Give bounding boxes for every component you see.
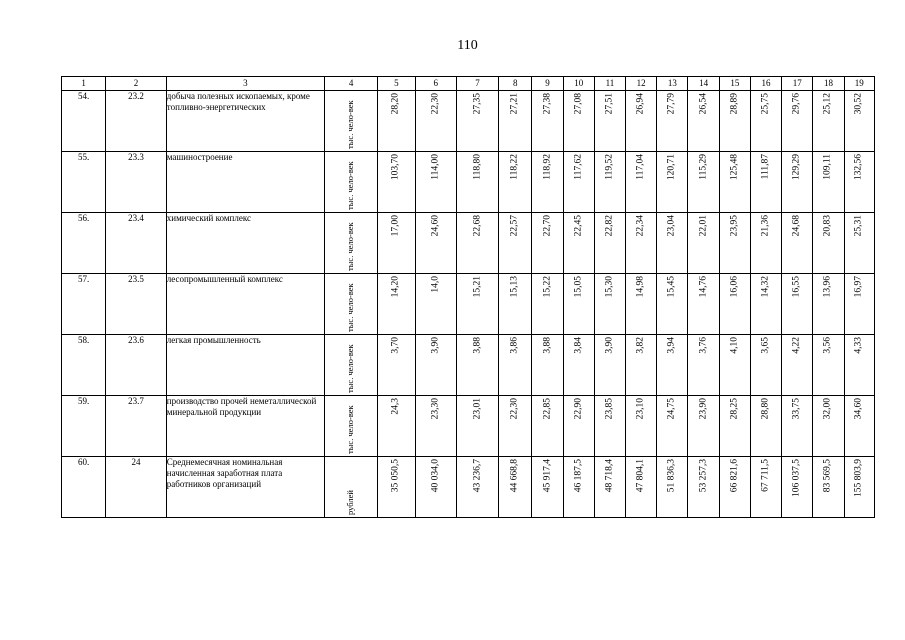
value-text: 25,75 (760, 93, 771, 115)
indicator-code: 23.4 (106, 213, 166, 274)
unit-cell (324, 335, 377, 396)
value-cell (626, 91, 657, 152)
column-header: 19 (844, 77, 874, 91)
value-cell (750, 213, 781, 274)
value-cell (456, 457, 498, 518)
value-text: 22,90 (573, 398, 584, 420)
value-text: 22,30 (430, 93, 441, 115)
value-cell (532, 457, 563, 518)
column-header: 9 (532, 77, 563, 91)
value-cell (594, 274, 625, 335)
value-text: 43 236,7 (471, 459, 482, 493)
value-cell (844, 396, 874, 457)
page-number: 110 (457, 38, 478, 53)
unit-label: тыс. чело-век (345, 344, 356, 393)
value-cell (688, 274, 719, 335)
row-number: 57. (62, 274, 106, 335)
value-cell (594, 396, 625, 457)
value-text: 106 037,5 (791, 459, 802, 497)
value-cell (499, 152, 532, 213)
value-cell (750, 91, 781, 152)
value-text: 22,01 (697, 215, 708, 237)
value-text: 20,83 (822, 215, 833, 237)
value-text: 40 034,0 (430, 459, 441, 493)
column-header: 2 (106, 77, 166, 91)
value-cell (415, 457, 456, 518)
value-text: 22,57 (509, 215, 520, 237)
value-cell (594, 152, 625, 213)
value-text: 111,87 (760, 154, 771, 180)
value-cell (719, 457, 750, 518)
statistics-table (61, 76, 875, 518)
value-cell (719, 396, 750, 457)
row-number: 59. (62, 396, 106, 457)
column-header: 5 (378, 77, 415, 91)
indicator-name: добыча полезных ископаемых, кроме топливно-энергетических (166, 91, 324, 152)
value-text: 23,04 (666, 215, 677, 237)
value-text: 30,52 (853, 93, 864, 115)
value-cell (719, 213, 750, 274)
value-cell (499, 213, 532, 274)
value-cell (626, 152, 657, 213)
value-text: 21,36 (760, 215, 771, 237)
column-header: 10 (563, 77, 594, 91)
indicator-code: 23.6 (106, 335, 166, 396)
value-text: 29,76 (791, 93, 802, 115)
value-cell (626, 457, 657, 518)
value-text: 44 668,8 (509, 459, 520, 493)
value-text: 23,95 (729, 215, 740, 237)
table-row (62, 274, 875, 335)
value-cell (813, 91, 844, 152)
value-cell (844, 335, 874, 396)
value-text: 24,68 (791, 215, 802, 237)
row-number: 54. (62, 91, 106, 152)
column-header: 17 (782, 77, 813, 91)
value-text: 13,96 (822, 276, 833, 298)
value-text: 23,90 (697, 398, 708, 420)
value-cell (782, 274, 813, 335)
value-cell (456, 91, 498, 152)
value-cell (415, 274, 456, 335)
value-text: 27,35 (471, 93, 482, 115)
value-cell (378, 274, 415, 335)
value-text: 15,21 (471, 276, 482, 298)
value-text: 3,86 (509, 337, 520, 354)
indicator-name: химический комплекс (166, 213, 324, 274)
value-text: 14,0 (430, 276, 441, 293)
value-text: 3,56 (822, 337, 833, 354)
value-text: 15,05 (573, 276, 584, 298)
column-header: 15 (719, 77, 750, 91)
value-cell (532, 335, 563, 396)
value-text: 120,71 (666, 154, 677, 181)
value-text: 25,12 (822, 93, 833, 115)
value-text: 25,31 (853, 215, 864, 237)
value-cell (719, 335, 750, 396)
value-cell (563, 457, 594, 518)
value-cell (657, 91, 688, 152)
value-text: 119,52 (604, 154, 615, 180)
value-text: 22,68 (471, 215, 482, 237)
indicator-code: 23.5 (106, 274, 166, 335)
value-cell (688, 213, 719, 274)
value-text: 3,88 (471, 337, 482, 354)
value-cell (719, 152, 750, 213)
value-cell (415, 335, 456, 396)
value-text: 17,00 (390, 215, 401, 237)
value-text: 83 569,5 (822, 459, 833, 493)
value-text: 109,11 (822, 154, 833, 180)
value-cell (844, 274, 874, 335)
value-cell (499, 274, 532, 335)
row-number: 56. (62, 213, 106, 274)
value-text: 22,70 (541, 215, 552, 237)
indicator-name: производство прочей неметаллической минеральной продукции (166, 396, 324, 457)
value-text: 22,85 (541, 398, 552, 420)
value-text: 23,85 (604, 398, 615, 420)
value-text: 118,80 (471, 154, 482, 180)
column-header: 12 (626, 77, 657, 91)
value-text: 23,30 (430, 398, 441, 420)
value-text: 66 821,6 (729, 459, 740, 493)
value-cell (657, 396, 688, 457)
value-cell (657, 213, 688, 274)
value-cell (456, 396, 498, 457)
value-cell (782, 213, 813, 274)
unit-label: рублей (345, 490, 356, 515)
value-text: 14,76 (697, 276, 708, 298)
value-text: 67 711,5 (760, 459, 771, 492)
unit-cell (324, 274, 377, 335)
value-text: 117,04 (635, 154, 646, 180)
value-cell (563, 91, 594, 152)
value-cell (813, 274, 844, 335)
value-cell (626, 335, 657, 396)
value-text: 15,13 (509, 276, 520, 298)
value-cell (532, 396, 563, 457)
value-cell (563, 335, 594, 396)
value-cell (563, 213, 594, 274)
value-cell (657, 152, 688, 213)
value-cell (532, 91, 563, 152)
value-cell (532, 152, 563, 213)
value-text: 35 050,5 (390, 459, 401, 493)
value-text: 16,06 (729, 276, 740, 298)
value-text: 3,76 (697, 337, 708, 354)
value-text: 34,60 (853, 398, 864, 420)
unit-cell (324, 213, 377, 274)
unit-label: тыс. чело-век (345, 100, 356, 149)
value-cell (378, 335, 415, 396)
value-cell (594, 213, 625, 274)
value-text: 4,10 (729, 337, 740, 354)
value-text: 118,92 (541, 154, 552, 180)
value-cell (456, 152, 498, 213)
value-cell (782, 335, 813, 396)
value-text: 3,70 (390, 337, 401, 354)
value-text: 16,97 (853, 276, 864, 298)
value-cell (499, 457, 532, 518)
value-text: 103,70 (390, 154, 401, 181)
value-cell (499, 91, 532, 152)
value-cell (688, 152, 719, 213)
value-cell (688, 91, 719, 152)
column-header: 7 (456, 77, 498, 91)
value-text: 114,00 (430, 154, 441, 180)
value-cell (813, 457, 844, 518)
value-cell (688, 457, 719, 518)
value-text: 14,32 (760, 276, 771, 298)
value-cell (719, 274, 750, 335)
value-cell (688, 335, 719, 396)
value-cell (813, 396, 844, 457)
unit-label: тыс. чело-век (345, 161, 356, 210)
value-text: 4,22 (791, 337, 802, 354)
column-header: 4 (324, 77, 377, 91)
value-text: 28,20 (390, 93, 401, 115)
column-header: 13 (657, 77, 688, 91)
value-text: 24,3 (390, 398, 401, 415)
unit-label: тыс. чело-век (345, 283, 356, 332)
value-cell (626, 396, 657, 457)
value-cell (782, 457, 813, 518)
value-cell (378, 213, 415, 274)
value-cell (378, 396, 415, 457)
value-text: 27,38 (541, 93, 552, 115)
value-text: 132,56 (853, 154, 864, 181)
value-text: 24,60 (430, 215, 441, 237)
value-text: 3,82 (635, 337, 646, 354)
value-cell (499, 396, 532, 457)
value-cell (532, 274, 563, 335)
table-row (62, 457, 875, 518)
value-cell (415, 396, 456, 457)
value-text: 26,54 (697, 93, 708, 115)
value-text: 48 718,4 (604, 459, 615, 493)
value-text: 23,10 (635, 398, 646, 420)
table-row (62, 213, 875, 274)
column-header: 11 (594, 77, 625, 91)
value-text: 3,84 (573, 337, 584, 354)
value-cell (532, 213, 563, 274)
indicator-code: 24 (106, 457, 166, 518)
value-text: 28,25 (729, 398, 740, 420)
header-row (62, 77, 875, 91)
value-cell (782, 91, 813, 152)
value-text: 3,90 (430, 337, 441, 354)
value-cell (378, 152, 415, 213)
value-text: 15,22 (541, 276, 552, 298)
value-text: 15,30 (604, 276, 615, 298)
row-number: 60. (62, 457, 106, 518)
value-cell (499, 335, 532, 396)
table-row (62, 335, 875, 396)
value-text: 27,79 (666, 93, 677, 115)
value-cell (844, 91, 874, 152)
value-text: 46 187,5 (573, 459, 584, 493)
value-text: 27,08 (573, 93, 584, 115)
value-text: 33,75 (791, 398, 802, 420)
value-text: 27,21 (509, 93, 520, 115)
table-row (62, 152, 875, 213)
value-text: 26,94 (635, 93, 646, 115)
unit-cell (324, 396, 377, 457)
table-row (62, 396, 875, 457)
value-text: 125,48 (729, 154, 740, 181)
column-header: 8 (499, 77, 532, 91)
value-cell (719, 91, 750, 152)
indicator-name: легкая промышленность (166, 335, 324, 396)
value-cell (563, 274, 594, 335)
value-text: 45 917,4 (541, 459, 552, 493)
value-cell (415, 91, 456, 152)
indicator-code: 23.7 (106, 396, 166, 457)
value-cell (594, 335, 625, 396)
value-text: 118,22 (509, 154, 520, 180)
value-text: 22,30 (509, 398, 520, 420)
value-cell (750, 274, 781, 335)
value-cell (456, 335, 498, 396)
value-text: 28,80 (760, 398, 771, 420)
unit-cell (324, 91, 377, 152)
value-cell (782, 152, 813, 213)
value-cell (378, 457, 415, 518)
row-number: 55. (62, 152, 106, 213)
value-cell (688, 396, 719, 457)
column-header: 14 (688, 77, 719, 91)
column-header: 16 (750, 77, 781, 91)
indicator-name: Среднемесячная номинальная начисленная заработная плата работников организаций (166, 457, 324, 518)
value-cell (750, 335, 781, 396)
value-cell (813, 335, 844, 396)
value-cell (563, 396, 594, 457)
value-cell (844, 152, 874, 213)
value-text: 3,65 (760, 337, 771, 354)
unit-cell (324, 457, 377, 518)
value-text: 51 836,3 (666, 459, 677, 493)
value-cell (813, 152, 844, 213)
indicator-code: 23.2 (106, 91, 166, 152)
value-text: 117,62 (573, 154, 584, 180)
indicator-name: лесопромышленный комплекс (166, 274, 324, 335)
value-cell (626, 213, 657, 274)
value-cell (844, 213, 874, 274)
value-text: 22,34 (635, 215, 646, 237)
value-cell (415, 152, 456, 213)
column-header: 18 (813, 77, 844, 91)
indicator-name: машиностроение (166, 152, 324, 213)
value-cell (657, 335, 688, 396)
value-cell (415, 213, 456, 274)
value-cell (456, 274, 498, 335)
value-text: 23,01 (471, 398, 482, 420)
value-cell (594, 91, 625, 152)
table-row (62, 91, 875, 152)
unit-label: тыс. чело-век (345, 405, 356, 454)
value-text: 129,29 (791, 154, 802, 181)
value-text: 28,89 (729, 93, 740, 115)
value-cell (657, 274, 688, 335)
value-cell (563, 152, 594, 213)
value-text: 22,45 (573, 215, 584, 237)
value-cell (626, 274, 657, 335)
column-header: 6 (415, 77, 456, 91)
value-text: 14,20 (390, 276, 401, 298)
value-text: 3,88 (541, 337, 552, 354)
value-text: 27,51 (604, 93, 615, 115)
value-text: 53 257,3 (697, 459, 708, 493)
value-cell (750, 457, 781, 518)
row-number: 58. (62, 335, 106, 396)
value-text: 22,82 (604, 215, 615, 237)
value-cell (750, 396, 781, 457)
value-cell (844, 457, 874, 518)
column-header: 1 (62, 77, 106, 91)
value-cell (456, 213, 498, 274)
value-text: 3,94 (666, 337, 677, 354)
value-cell (782, 396, 813, 457)
column-header: 3 (166, 77, 324, 91)
value-cell (750, 152, 781, 213)
value-text: 16,55 (791, 276, 802, 298)
value-text: 14,98 (635, 276, 646, 298)
value-text: 32,00 (822, 398, 833, 420)
value-text: 115,29 (697, 154, 708, 180)
value-text: 3,90 (604, 337, 615, 354)
value-cell (813, 213, 844, 274)
indicator-code: 23.3 (106, 152, 166, 213)
value-text: 47 804,1 (635, 459, 646, 493)
value-cell (594, 457, 625, 518)
value-text: 15,45 (666, 276, 677, 298)
value-cell (378, 91, 415, 152)
value-cell (657, 457, 688, 518)
value-text: 4,33 (853, 337, 864, 354)
value-text: 155 803,9 (853, 459, 864, 497)
unit-label: тыс. чело-век (345, 222, 356, 271)
value-text: 24,75 (666, 398, 677, 420)
unit-cell (324, 152, 377, 213)
